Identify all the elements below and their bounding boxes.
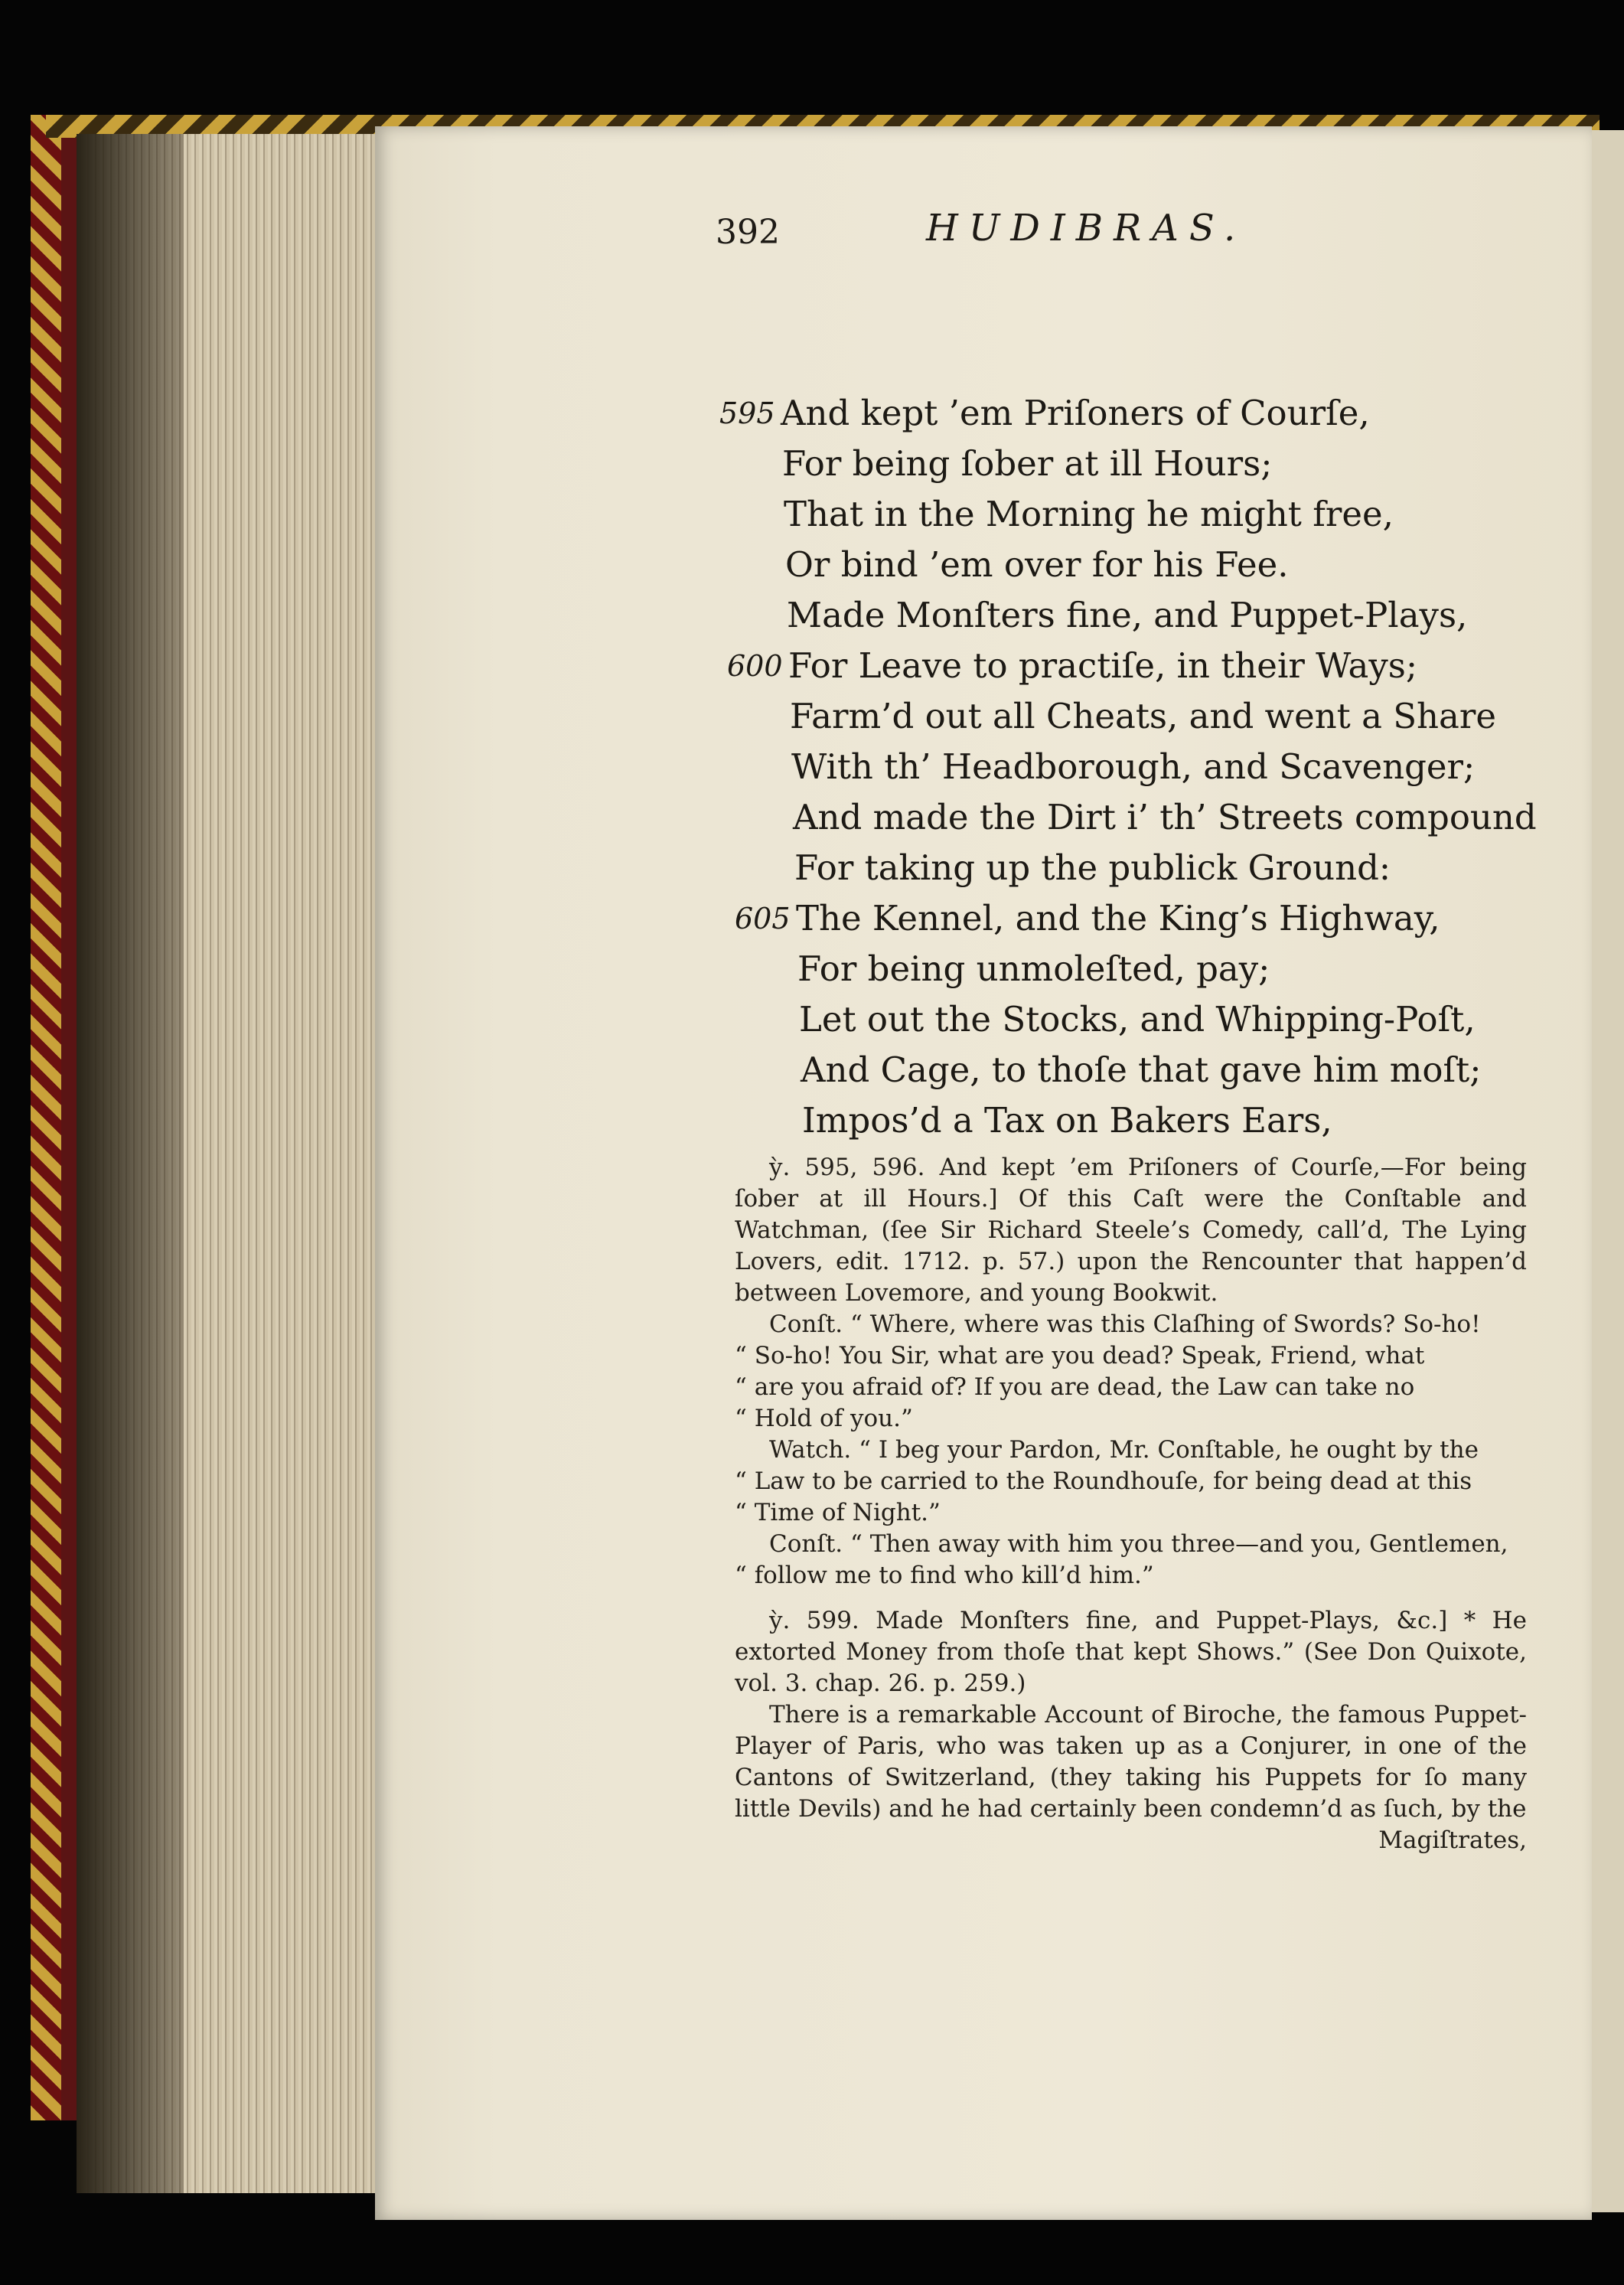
line-number: 595	[719, 397, 775, 430]
footnote-paragraph: “ Hold of you.”	[735, 1405, 913, 1432]
footnote-paragraph: There is a remarkable Account of Biroche, the famous Puppet-Player of Paris, who was taken up as a Conjurer, in one of the Cantons of Switzerland, (they taking his Puppets for ſo many little Devils) and he had certainly been condemn’d as ſuch, by the	[735, 1701, 1527, 1823]
verse-line: Impos’d a Tax on Bakers Ears,	[802, 1100, 1332, 1141]
page-block-shadow	[77, 134, 184, 2193]
spine-decoration	[31, 115, 65, 2120]
verse-line: And kept ’em Priſoners of Courſe,	[781, 393, 1370, 433]
footnotes	[735, 1152, 1527, 1856]
footnote-paragraph: ỳ. 595, 596. And kept ’em Priſoners of Courſe,—For being ſober at ill Hours.] Of this Caſt were the Conſtable and Watchman, (ſee Sir Richard Steele’s Comedy, call’d, The Lying Lovers, edit. 1712. p. 57.) upon the Rencounter that happen’d between Lovemore, and young Bookwit.	[735, 1154, 1527, 1307]
verse-line: For taking up the publick Ground:	[794, 847, 1391, 888]
verse-line: Farm’d out all Cheats, and went a Share	[790, 696, 1496, 736]
footnote-paragraph: ỳ. 599. Made Monſters fine, and Puppet-Plays, &c.] * He extorted Money from thoſe that kept Shows.” (See Don Quixote, vol. 3. chap. 26. p. 259.)	[735, 1607, 1527, 1697]
footnote-paragraph: “ So-ho! You Sir, what are you dead? Speak, Friend, what	[735, 1342, 1425, 1369]
footnote-paragraph: “ Time of Night.”	[735, 1499, 941, 1526]
footnote-paragraph: “ Law to be carried to the Roundhouſe, for being dead at this	[735, 1467, 1472, 1495]
line-number: 605	[735, 902, 791, 935]
verse-line: And Cage, to thoſe that gave him moſt;	[801, 1049, 1482, 1090]
verse-line: Or bind ’em over for his Fee.	[785, 544, 1289, 585]
running-head: HUDIBRAS.	[926, 207, 1247, 250]
verse-line: For Leave to practiſe, in their Ways;	[788, 645, 1417, 686]
verse-line: That in the Morning he might free,	[784, 494, 1394, 534]
line-number: 600	[727, 649, 783, 683]
footnote-paragraph: Magiſtrates,	[1378, 1826, 1527, 1854]
footnote-paragraph: Conſt. “ Where, where was this Claſhing of Swords? So-ho!	[769, 1311, 1481, 1338]
verse-line: For being ſober at ill Hours;	[782, 443, 1273, 484]
verse-line: For being unmoleſted, pay;	[797, 948, 1270, 989]
note-gap	[735, 1591, 1527, 1605]
footnote-paragraph: Watch. “ I beg your Pardon, Mr. Conſtable, he ought by the	[769, 1436, 1479, 1464]
footnote-paragraph: “ follow me to find who kill’d him.”	[735, 1562, 1154, 1589]
page-header	[689, 207, 1624, 260]
page-number: 392	[716, 213, 780, 252]
footnote-paragraph: Conſt. “ Then away with him you three—and you, Gentlemen,	[769, 1530, 1508, 1558]
verse-line: The Kennel, and the King’s Highway,	[796, 898, 1440, 938]
verse-line: Let out the Stocks, and Whipping-Poſt,	[799, 999, 1476, 1040]
footnote-paragraph: “ are you afraid of? If you are dead, the Law can take no	[735, 1373, 1415, 1401]
verse-line: Made Monſters fine, and Puppet-Plays,	[787, 595, 1468, 635]
verse-line: With th’ Headborough, and Scavenger;	[791, 746, 1476, 787]
verse-line: And made the Dirt i’ th’ Streets compound	[793, 797, 1537, 837]
